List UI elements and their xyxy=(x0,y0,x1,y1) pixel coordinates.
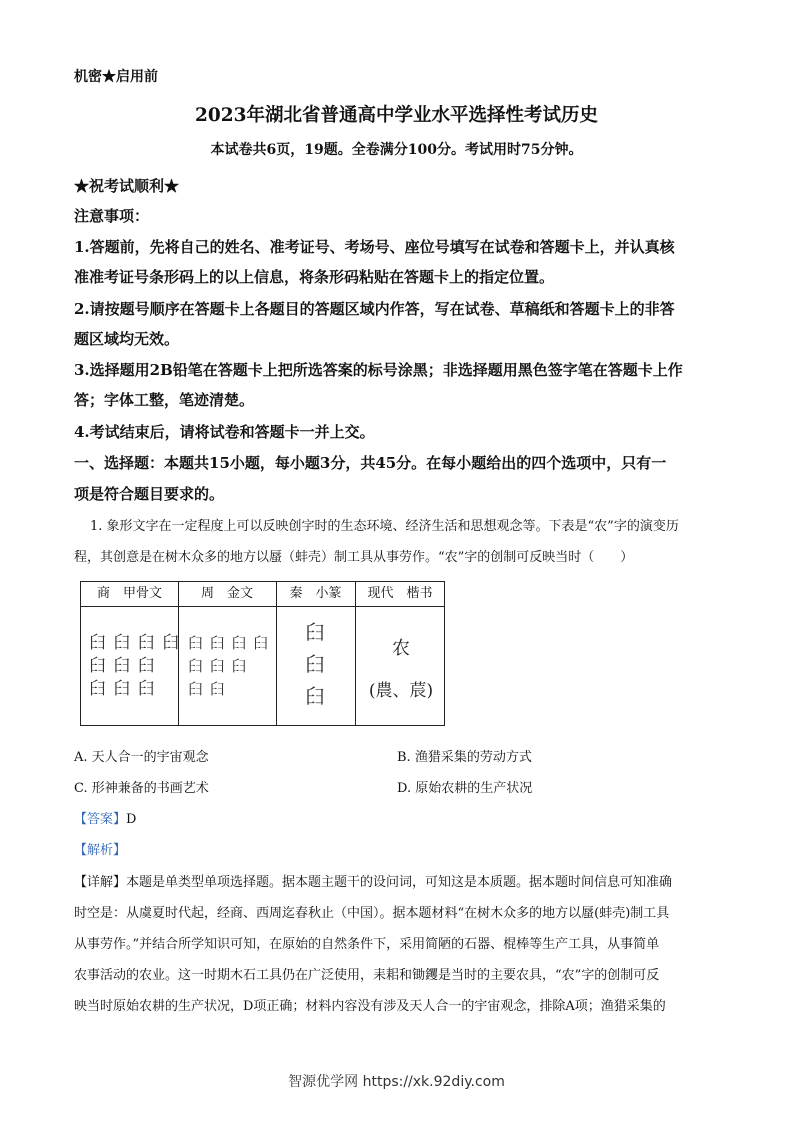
exam-subtitle: 本试卷共6页，19题。全卷满分100分。考试用时75分钟。 xyxy=(210,142,583,158)
notice-line: 4.考试结束后，请将试卷和答题卡一并上交。 xyxy=(74,423,375,441)
option-c: C. 形神兼备的书画艺术 xyxy=(74,781,209,796)
analysis-tag: 【解析】 xyxy=(74,843,127,858)
detail-line: 时空是：从虞夏时代起，经商、西周迄春秋止（中国）。据本题材料“在树木众多的地方以蜃(蚌壳)制工具 xyxy=(74,906,670,921)
option-b: B. 渔猎采集的劳动方式 xyxy=(397,750,532,765)
detail-line: 农事活动的农业。这一时期木石工具仍在广泛使用，耒耜和锄钁是当时的主要农具，“农”字的创制可反 xyxy=(74,968,660,983)
seal-glyph: 𦥑 xyxy=(305,652,325,676)
notice-heading: 注意事项： xyxy=(74,207,150,225)
section-heading: 项是符合题目要求的。 xyxy=(74,485,225,503)
seal-glyph: 𦥑 xyxy=(305,684,325,708)
question-stem: 程，其创意是在树木众多的地方以蜃（蚌壳）制工具从事劳作。“农”字的创制可反映当时（ ） xyxy=(74,550,634,565)
option-a: A. 天人合一的宇宙观念 xyxy=(74,750,209,765)
table-header-qin: 秦 小篆 xyxy=(289,586,342,601)
exam-title: 2023年湖北省普通高中学业水平选择性考试历史 xyxy=(195,105,598,126)
seal-glyph: 𦥑 xyxy=(305,620,325,644)
confidential-label: 机密★启用前 xyxy=(74,69,158,85)
section-heading: 一、选择题：本题共15小题，每小题3分，共45分。在每小题给出的四个选项中，只有一 xyxy=(74,454,667,472)
blessing-line: ★祝考试顺利★ xyxy=(74,177,180,195)
table-header-zhou: 周 金文 xyxy=(200,586,253,601)
detail-line: 映当时原始农耕的生产状况，D项正确；材料内容没有涉及天人合一的宇宙观念，排除A项；渔猎采集的 xyxy=(74,999,666,1014)
modern-char: 农 xyxy=(392,638,410,659)
oracle-bone-glyphs: 𦥑 𦥑 𦥑 𦥑 𦥑 𦥑 𦥑 𦥑 𦥑 𦥑 xyxy=(89,633,181,699)
bronze-glyphs: 𦥑 𦥑 𦥑 𦥑 𦥑 𦥑 𦥑 𦥑 𦥑 xyxy=(188,634,270,698)
detail-line: 【详解】本题是单类型单项选择题。据本题主题干的设问词，可知这是本质题。据本题时间信息可知准确 xyxy=(74,875,673,890)
answer-value: D xyxy=(126,812,137,827)
notice-line: 2.请按题号顺序在答题卡上各题目的答题区域内作答，写在试卷、草稿纸和答题卡上的非答 xyxy=(74,300,675,318)
modern-variants: (農、莀) xyxy=(368,681,434,701)
notice-line: 题区域均无效。 xyxy=(74,330,180,348)
char-evolution-table xyxy=(80,581,445,726)
notice-line: 1.答题前，先将自己的姓名、准考证号、考场号、座位号填写在试卷和答题卡上，并认真核 xyxy=(74,238,675,256)
table-header-shang: 商 甲骨文 xyxy=(96,586,162,601)
detail-line: 从事劳作。”并结合所学知识可知，在原始的自然条件下，采用简陋的石器、棍棒等生产工具，从事简单 xyxy=(74,937,660,952)
question-stem: 1. 象形文字在一定程度上可以反映创字时的生态环境、经济生活和思想观念等。下表是“农”字的演变历 xyxy=(90,519,679,534)
answer-tag: 【答案】 xyxy=(74,812,127,827)
notice-line: 准准考证号条形码上的以上信息，将条形码粘贴在答题卡上的指定位置。 xyxy=(74,268,555,286)
watermark-footer: 智源优学网 https://xk.92diy.com xyxy=(288,1074,505,1090)
notice-line: 答；字体工整，笔迹清楚。 xyxy=(74,391,255,409)
answer-line xyxy=(74,808,136,827)
table-header-modern: 现代 楷书 xyxy=(367,586,433,601)
option-d: D. 原始农耕的生产状况 xyxy=(397,781,533,796)
notice-line: 3.选择题用2B铅笔在答题卡上把所选答案的标号涂黑；非选择题用黑色签字笔在答题卡上作 xyxy=(74,361,683,379)
detail-tag: 【详解】 xyxy=(74,875,127,890)
